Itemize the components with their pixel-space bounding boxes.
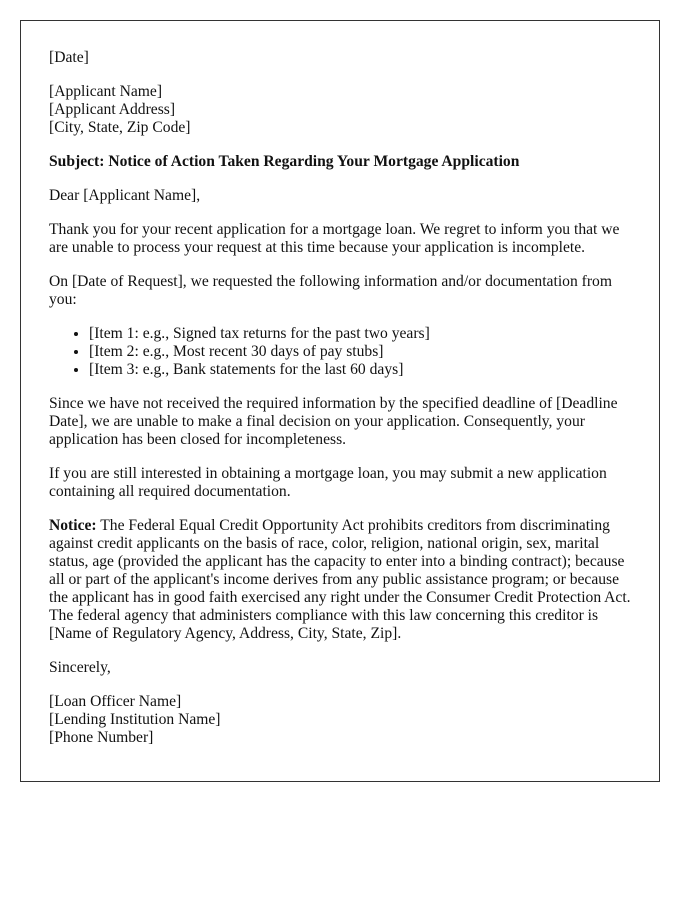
recipient-name: [Applicant Name]: [49, 83, 163, 100]
list-item: • [Item 3: e.g., Bank statements for the last 60 days]: [89, 361, 631, 379]
request-paragraph: On [Date of Request], we requested the following information and/or documentation from you:: [49, 273, 612, 308]
notice-label: Notice:: [49, 517, 97, 534]
recipient-address: [Applicant Address]: [49, 101, 176, 118]
signature-block: [49, 693, 631, 747]
list-item: • [Item 1: e.g., Signed tax returns for the past two years]: [89, 325, 631, 343]
subject-line: Subject: Notice of Action Taken Regarding Your Mortgage Application: [49, 153, 520, 170]
letter-date: [Date]: [49, 49, 89, 66]
signature-phone: [Phone Number]: [49, 729, 154, 746]
list-item: • [Item 2: e.g., Most recent 30 days of pay stubs]: [89, 343, 631, 361]
closing: Sincerely,: [49, 659, 111, 676]
recipient-block: [49, 83, 631, 137]
requested-items-list: [49, 325, 631, 379]
recipient-city-state-zip: [City, State, Zip Code]: [49, 119, 191, 136]
signature-officer: [Loan Officer Name]: [49, 693, 182, 710]
intro-paragraph: Thank you for your recent application for a mortgage loan. We regret to inform you that we are unable to process your request at this time because your application is incomplete.: [49, 221, 620, 256]
notice-text: The Federal Equal Credit Opportunity Act prohibits creditors from discriminating against credit applicants on the basis of race, color, religion, national origin, sex, marital status, age (provided the applicant has the capacity to enter into a binding contract); because all or part of the applicant's income derives from any public assistance program; or because the applicant has in good faith exercised any right under the Consumer Credit Protection Act. The federal agency that administers compliance with this law concerning this creditor is [Name of Regulatory Agency, Address, City, State, Zip].: [49, 517, 631, 642]
signature-institution: [Lending Institution Name]: [49, 711, 221, 728]
reapply-paragraph: If you are still interested in obtaining a mortgage loan, you may submit a new application containing all required documentation.: [49, 465, 607, 500]
ecoa-notice: [49, 517, 631, 643]
salutation: Dear [Applicant Name],: [49, 187, 201, 204]
deadline-paragraph: Since we have not received the required information by the specified deadline of [Deadline Date], we are unable to make a final decision on your application. Consequently, your application has been closed for incompleteness.: [49, 395, 618, 448]
letter-document: [20, 20, 660, 782]
